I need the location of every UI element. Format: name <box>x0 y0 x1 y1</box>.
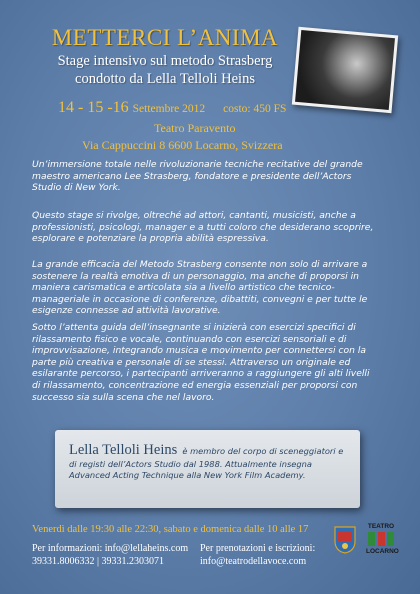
bio-desc-part-1: è membro del corpo di sceneggiatori e <box>182 446 344 456</box>
crest-icon <box>334 526 356 554</box>
paragraph-audience: Questo stage si rivolge, oltreché ad attori, cantanti, musicisti, anche a professionisti, psicologi, manager e a tutti coloro che desiderano scoprire, esplorare e potenziare la propria abilità espressiva. <box>32 210 374 245</box>
schedule-text: Venerdì dalle 19:30 alle 22:30, sabato e domenica dalle 10 alle 17 <box>32 524 309 535</box>
photo-image <box>295 30 395 110</box>
venue-name: Teatro Paravento <box>154 121 236 135</box>
event-days: 14 - 15 -16 <box>58 99 129 116</box>
bio-box <box>55 430 360 508</box>
logo-bottom-text: LOCARNO <box>366 548 399 555</box>
event-dates <box>58 99 286 117</box>
logo-bars <box>368 532 394 546</box>
logo-bar-red <box>378 532 385 546</box>
flyer-title: METTERCI L’ANIMA <box>51 25 279 50</box>
subtitle-line-2: condotto da Lella Telloli Heins <box>75 71 255 87</box>
logo-top-text: TEATRO <box>367 523 395 530</box>
bio-desc-part-2: di registi dell’Actors Studio dal 1988. Attualmente insegna Advanced Acting Technique alla New York Film Academy. <box>69 459 312 480</box>
event-month: Settembre 2012 <box>132 103 206 115</box>
venue-address: Via Cappuccini 8 6600 Locarno, Svizzera <box>82 138 283 152</box>
logo-bar-green-2 <box>387 532 394 546</box>
booking-label: Per prenotazioni e iscrizioni: <box>200 543 316 554</box>
booking-contact <box>200 542 315 568</box>
teatro-locarno-logo <box>366 523 399 563</box>
info-phones[interactable]: 39331.8006332 | 39331.2303071 <box>32 556 165 567</box>
paragraph-program: Sotto l’attenta guida dell’insegnante si inizierà con esercizi specifici di rilassamento fisico e vocale, continuando con esercizi sensoriali e di improvvisazione, integrando musica e movimento per connettersi con la parte più creativa e personale di se stessi. Attraverso un originale ed esilarante percorso, i partecipanti arriveranno a raggiungere gli alti livelli di rilassamento, concentrazione ed energia essenziali per proporsi con successo sia sulla scena che nel lavoro. <box>32 322 370 403</box>
bio-name: Lella Telloli Heins <box>69 442 178 458</box>
event-cost: costo: 450 FS <box>223 103 287 115</box>
paragraph-intro: Un’immersione totale nelle rivoluzionarie tecniche recitative del grande maestro americano Lee Strasberg, fondatore e presidente dell’Actors Studio di New York. <box>32 159 363 194</box>
info-contact <box>32 542 188 568</box>
logo-bar-green <box>368 532 375 546</box>
booking-email[interactable]: info@teatrodellavoce.com <box>200 556 307 567</box>
subtitle-line-1: Stage intensivo sul metodo Strasberg <box>57 53 273 69</box>
teacher-photo <box>292 27 398 113</box>
paragraph-method: La grande efficacia del Metodo Strasberg consente non solo di arrivare a sostenere la realtà emotiva di un personaggio, ma anche di proporsi in maniera carismatica e articolata sia a livello artistico che tecnico-manageriale in occasione di conferenze, dibattiti, convegni e per tutte le esigenze connesse ad attività lavorative. <box>32 259 368 317</box>
info-email[interactable]: Per informazioni: info@lellaheins.com <box>32 543 189 554</box>
